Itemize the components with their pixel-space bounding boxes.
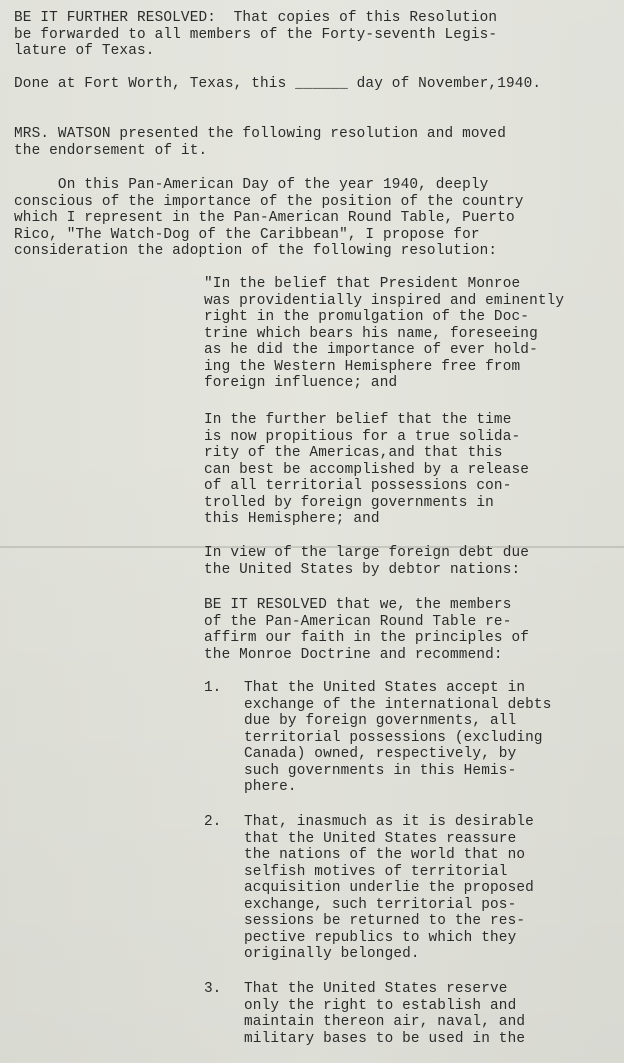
list-item-line: phere. <box>244 779 297 795</box>
list-item-line: exchange, such territorial pos- <box>244 896 517 913</box>
foreign-debt-paragraph-line: the United States by debtor nations: <box>204 561 521 578</box>
opening-paragraph-line: On this Pan-American Day of the year 1940, deeply <box>14 177 489 193</box>
resolution-paragraph-line: BE IT FURTHER RESOLVED: That copies of this Resolution <box>14 10 498 26</box>
opening-paragraph-line: which I represent in the Pan-American Round Table, Puerto <box>14 210 515 226</box>
further-belief-paragraph-line: In the further belief that the time <box>204 412 512 428</box>
list-item-line: acquisition underlie the proposed <box>244 880 534 896</box>
resolved-paragraph-line: BE IT RESOLVED that we, the members <box>204 597 512 613</box>
belief-paragraph-line: ing the Western Hemisphere free from <box>204 358 521 375</box>
presentation-paragraph-line: MRS. WATSON presented the following resolution and moved <box>14 126 507 142</box>
list-item-line: territorial possessions (excluding <box>244 729 543 746</box>
foreign-debt-paragraph-line: In view of the large foreign debt due <box>204 545 530 561</box>
list-item-line: selfish motives of territorial <box>244 863 508 880</box>
list-item-line: such governments in this Hemis- <box>244 762 517 779</box>
further-belief-paragraph-line: can best be accomplished by a release <box>204 461 530 478</box>
list-item-line: the nations of the world that no <box>244 847 526 863</box>
resolution-paragraph-line: lature of Texas. <box>14 43 155 59</box>
resolved-paragraph-line: affirm our faith in the principles of <box>204 630 530 646</box>
list-item-line: sessions be returned to the res- <box>244 913 526 929</box>
belief-paragraph-line: as he did the importance of ever hold- <box>204 342 538 358</box>
list-item-line: maintain thereon air, naval, and <box>244 1014 526 1030</box>
list-item-line: only the right to establish and <box>244 997 517 1014</box>
presentation-paragraph-line: the endorsement of it. <box>14 142 208 159</box>
further-belief-paragraph-line: is now propitious for a true solida- <box>204 428 521 445</box>
resolved-paragraph-line: the Monroe Doctrine and recommend: <box>204 646 503 663</box>
list-item-number: 2. <box>204 814 222 830</box>
list-item-line: Canada) owned, respectively, by <box>244 746 517 762</box>
list-item-line: pective republics to which they <box>244 929 517 946</box>
opening-paragraph-line: consideration the adoption of the following resolution: <box>14 243 498 259</box>
opening-paragraph-line: Rico, "The Watch-Dog of the Caribbean", I propose for <box>14 226 480 243</box>
further-belief-paragraph-line: rity of the Americas,and that this <box>204 445 503 461</box>
belief-paragraph-line: was providentially inspired and eminently <box>204 292 565 309</box>
resolved-paragraph-line: of the Pan-American Round Table re- <box>204 613 512 630</box>
resolution-paragraph-line: be forwarded to all members of the Forty-seventh Legis- <box>14 26 498 43</box>
done-at-line-line: Done at Fort Worth, Texas, this ______ day of November,1940. <box>14 76 542 92</box>
further-belief-paragraph-line: this Hemisphere; and <box>204 511 380 527</box>
opening-paragraph-line: conscious of the importance of the position of the country <box>14 193 524 210</box>
list-item-number: 3. <box>204 981 222 997</box>
list-item-line: That the United States accept in <box>244 680 526 696</box>
list-item-line: due by foreign governments, all <box>244 713 517 729</box>
belief-paragraph-line: foreign influence; and <box>204 375 398 391</box>
belief-paragraph-line: trine which bears his name, foreseeing <box>204 325 538 342</box>
list-item-line: That, inasmuch as it is desirable <box>244 814 534 830</box>
belief-paragraph-line: right in the promulgation of the Doc- <box>204 309 530 325</box>
list-item-number: 1. <box>204 680 222 696</box>
further-belief-paragraph-line: of all territorial possessions con- <box>204 478 512 494</box>
belief-paragraph-line: "In the belief that President Monroe <box>204 276 521 292</box>
list-item-line: originally belonged. <box>244 946 420 962</box>
list-item-line: exchange of the international debts <box>244 696 552 713</box>
list-item-line: That the United States reserve <box>244 981 508 997</box>
list-item-line: that the United States reassure <box>244 830 517 847</box>
further-belief-paragraph-line: trolled by foreign governments in <box>204 494 494 511</box>
list-item-line: military bases to be used in the <box>244 1030 526 1047</box>
